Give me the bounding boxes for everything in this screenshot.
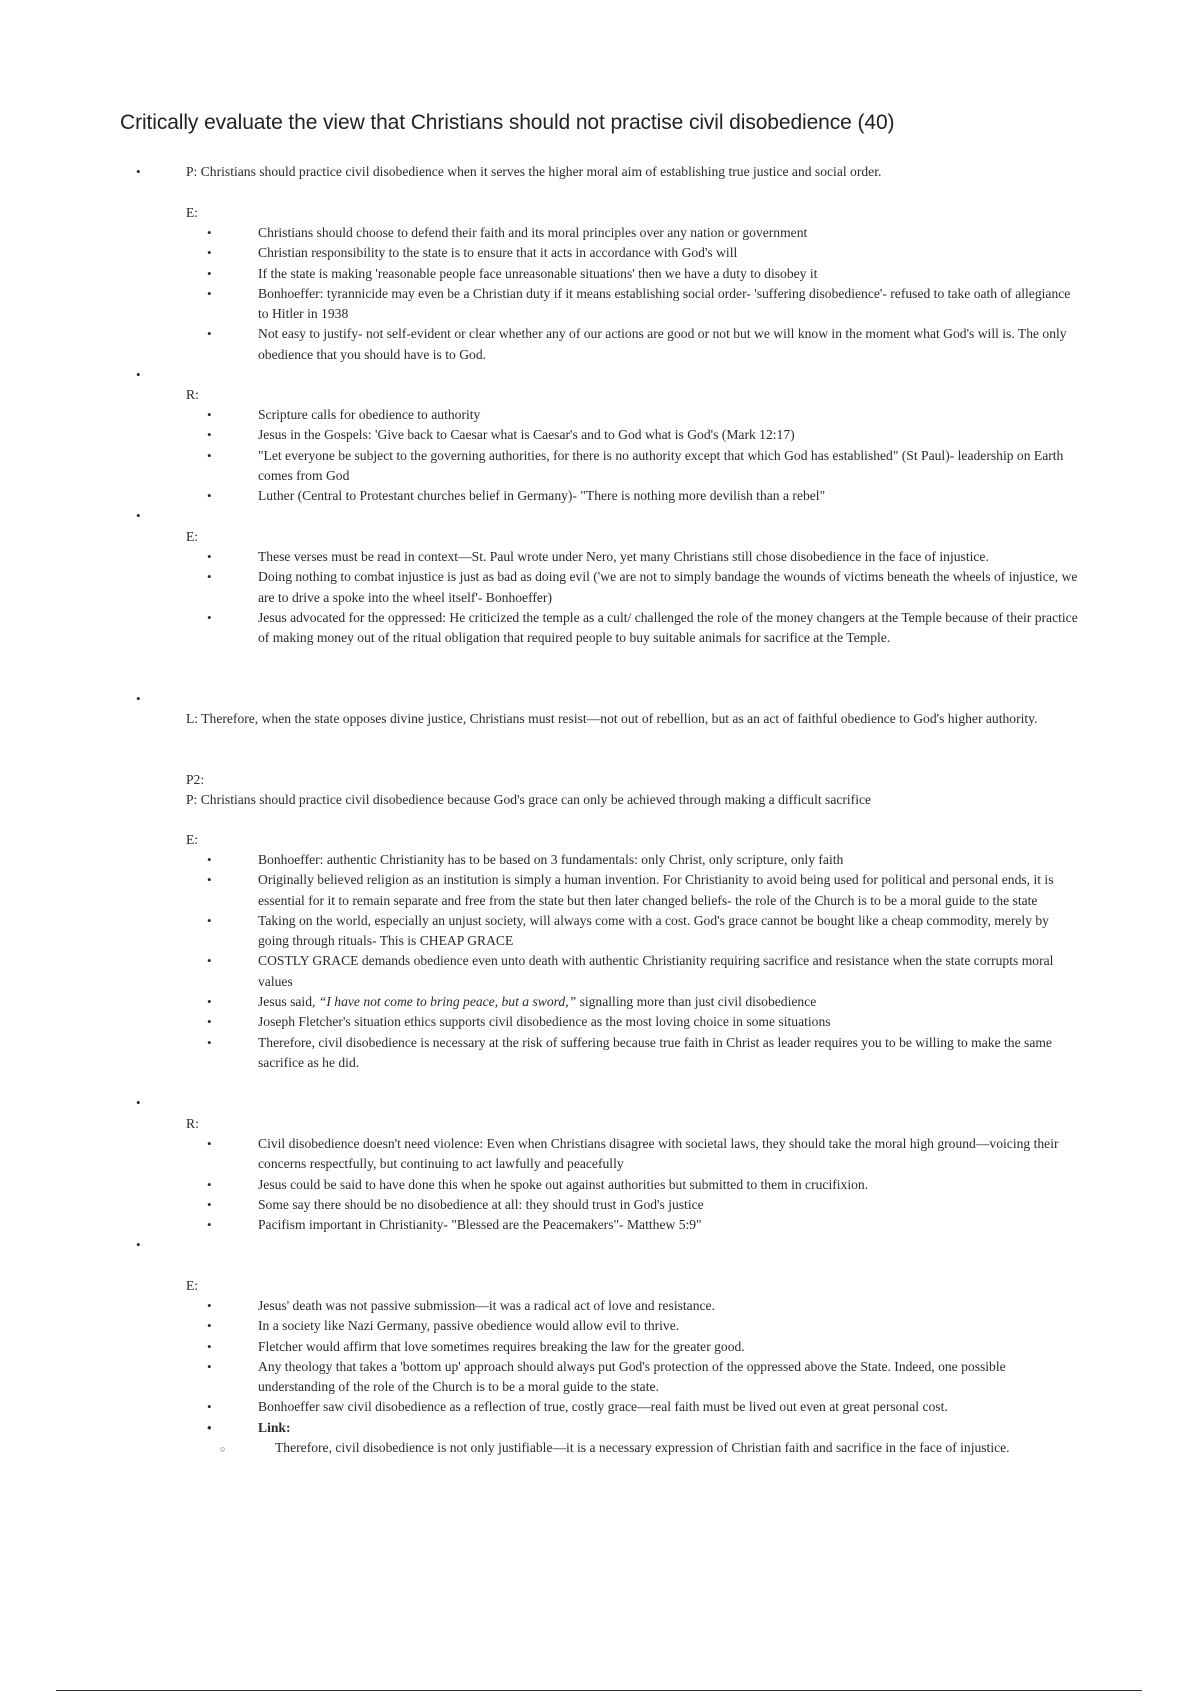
list-item: • Not easy to justify- not self-evident or clear whether any of our actions are good or not but we will know in the moment what God's will is. The only obedience that you should have is to God. <box>203 324 1083 365</box>
point2-evidence-list <box>203 850 1083 1073</box>
point2-evaluation-label: E: <box>186 1278 199 1293</box>
point1-rebuttal-label: R: <box>186 387 199 402</box>
list-item: • Fletcher would affirm that love sometimes requires breaking the law for the greater good. <box>203 1337 1083 1357</box>
list-item: • Some say there should be no disobedience at all: they should trust in God's justice <box>203 1195 1083 1215</box>
point2-rebuttal-list <box>203 1134 1083 1235</box>
link-conclusion: ○ Therefore, civil disobedience is not only justifiable—it is a necessary expression of Christian faith and sacrifice in the face of injustice. <box>203 1438 1083 1458</box>
point2-evidence-label: E: <box>186 832 199 847</box>
point2-heading: P2: <box>186 772 205 787</box>
outline-bullet: • <box>136 164 141 179</box>
list-item: • Christian responsibility to the state is to ensure that it acts in accordance with God's will <box>203 243 1083 263</box>
point1-statement: P: Christians should practice civil disobedience when it serves the higher moral aim of establishing true justice and social order. <box>186 164 882 179</box>
list-item: • COSTLY GRACE demands obedience even unto death with authentic Christianity requiring sacrifice and resistance when the state corrupts moral values <box>203 951 1083 992</box>
quote-italic: “I have not come to bring peace, but a sword,” <box>318 994 577 1010</box>
outline-bullet: • <box>136 508 141 523</box>
list-item: • "Let everyone be subject to the governing authorities, for there is no authority except that which God has established" (St Paul)- leadership on Earth comes from God <box>203 446 1083 487</box>
essay-title: Critically evaluate the view that Christians should not practise civil disobedience (40) <box>120 111 895 134</box>
list-item: • Originally believed religion as an institution is simply a human invention. For Christianity to avoid being used for political and personal ends, it is essential for it to remain separate and free from the state but then later changed beliefs- the role of the Church is to be a moral guide to the state <box>203 870 1083 911</box>
list-item: • Doing nothing to combat injustice is just as bad as doing evil ('we are not to simply bandage the wounds of victims beneath the wheels of injustice, we are to drive a spoke into the wheel itself'- Bonhoeffer) <box>203 567 1083 608</box>
point2-statement: P: Christians should practice civil disobedience because God's grace can only be achieved through making a difficult sacrifice <box>186 792 872 807</box>
link-sublist <box>203 1438 1083 1458</box>
link-heading: • Link: <box>203 1418 1083 1438</box>
list-item: • Jesus in the Gospels: 'Give back to Caesar what is Caesar's and to God what is God's (Mark 12:17) <box>203 425 1083 445</box>
list-item: • Jesus advocated for the oppressed: He criticized the temple as a cult/ challenged the role of the money changers at the Temple because of their practice of making money out of the ritual obligation that required people to buy suitable animals for sacrifice at the Temple. <box>203 608 1083 649</box>
footer-divider <box>56 1690 1142 1691</box>
point1-evaluation-list <box>203 547 1083 648</box>
point1-rebuttal-list <box>203 405 1083 506</box>
list-item: • Therefore, civil disobedience is necessary at the risk of suffering because true faith in Christ as leader requires you to be willing to make the same sacrifice as he did. <box>203 1033 1083 1074</box>
list-item: • In a society like Nazi Germany, passive obedience would allow evil to thrive. <box>203 1316 1083 1336</box>
point1-evidence-label: E: <box>186 205 199 220</box>
list-item-quote <box>203 992 1083 1012</box>
point1-link: L: Therefore, when the state opposes divine justice, Christians must resist—not out of rebellion, but as an act of faithful obedience to God's higher authority. <box>186 711 1038 726</box>
list-item: • Bonhoeffer: tyrannicide may even be a Christian duty if it means establishing social order- 'suffering disobedience'- refused to take oath of allegiance to Hitler in 1938 <box>203 284 1083 325</box>
point2-evaluation-list <box>203 1296 1083 1458</box>
outline-bullet: • <box>136 1095 141 1110</box>
list-item: • Bonhoeffer saw civil disobedience as a reflection of true, costly grace—real faith must be lived out even at great personal cost. <box>203 1397 1083 1417</box>
list-item: • Jesus could be said to have done this when he spoke out against authorities but submitted to them in crucifixion. <box>203 1175 1083 1195</box>
list-item: • Any theology that takes a 'bottom up' approach should always put God's protection of the oppressed above the State. Indeed, one possible understanding of the role of the Church is to be a moral guide to the state. <box>203 1357 1083 1398</box>
point1-evaluation-label: E: <box>186 529 199 544</box>
list-item: • Joseph Fletcher's situation ethics supports civil disobedience as the most loving choice in some situations <box>203 1012 1083 1032</box>
list-item: • These verses must be read in context—St. Paul wrote under Nero, yet many Christians still chose disobedience in the face of injustice. <box>203 547 1083 567</box>
quote-suffix: signalling more than just civil disobedience <box>576 994 817 1010</box>
quote-prefix: Jesus said, <box>258 994 319 1010</box>
link-sublist-container <box>203 1438 1083 1458</box>
point1-evidence-list <box>203 223 1083 365</box>
point2-rebuttal-label: R: <box>186 1116 199 1131</box>
outline-bullet: • <box>136 1237 141 1252</box>
list-item: • Pacifism important in Christianity- "Blessed are the Peacemakers"- Matthew 5:9" <box>203 1215 1083 1235</box>
outline-bullet: • <box>136 691 141 706</box>
list-item: • Bonhoeffer: authentic Christianity has to be based on 3 fundamentals: only Christ, only scripture, only faith <box>203 850 1083 870</box>
list-item: • Civil disobedience doesn't need violence: Even when Christians disagree with societal laws, they should take the moral high ground—voicing their concerns respectfully, but continuing to act lawfully and peacefully <box>203 1134 1083 1175</box>
list-item: • Luther (Central to Protestant churches belief in Germany)- "There is nothing more devilish than a rebel" <box>203 486 1083 506</box>
list-item: • Scripture calls for obedience to authority <box>203 405 1083 425</box>
list-item: • Taking on the world, especially an unjust society, will always come with a cost. God's grace cannot be bought like a cheap commodity, merely by going through rituals- This is CHEAP GRACE <box>203 911 1083 952</box>
outline-bullet: • <box>136 367 141 382</box>
list-item: • If the state is making 'reasonable people face unreasonable situations' then we have a duty to disobey it <box>203 264 1083 284</box>
list-item: • Christians should choose to defend their faith and its moral principles over any nation or government <box>203 223 1083 243</box>
list-item: • Jesus' death was not passive submission—it was a radical act of love and resistance. <box>203 1296 1083 1316</box>
